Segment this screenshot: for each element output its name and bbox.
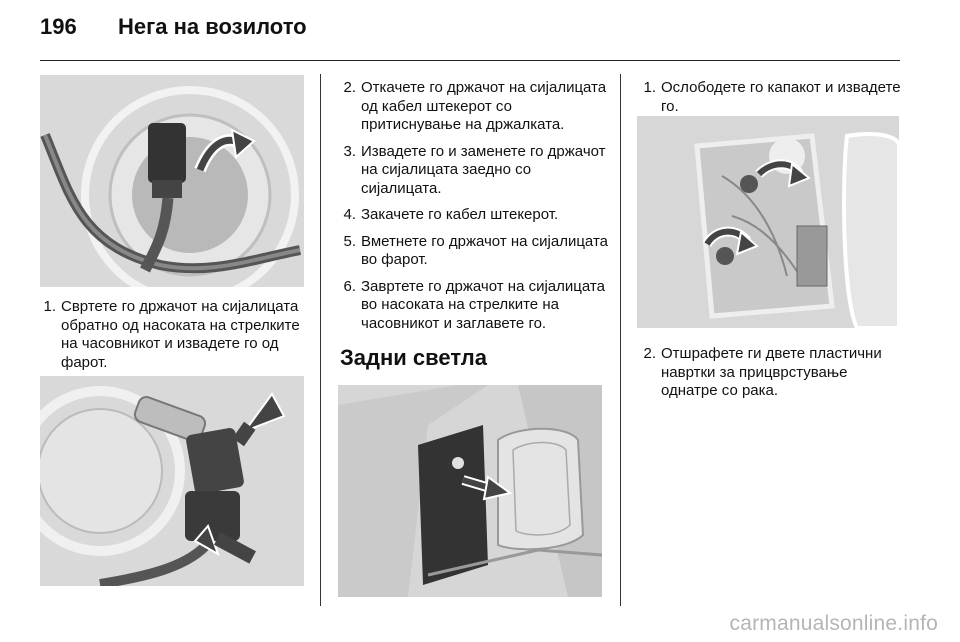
- column-divider-1: [320, 74, 321, 606]
- page-title: Нега на возилото: [118, 14, 307, 39]
- figure-holder-detach: [40, 376, 304, 586]
- headlamp-holder-rotate-illustration: [40, 75, 304, 287]
- left-steps-list: [40, 298, 310, 380]
- watermark: carmanualsonline.info: [729, 612, 938, 635]
- rear-lamp-nuts-illustration: [637, 116, 899, 328]
- list-item: 4. Закачете го кабел штекерот.: [343, 206, 559, 223]
- list-item: 1. Свртете го држачот на сијалицата обратно од насоката на стрелките на часовникот и извадете го од фарот.: [43, 298, 300, 371]
- right-steps-list-b: [640, 345, 908, 409]
- list-item: 3. Извадете го и заменете го држачот на сијалицата заедно со сијалицата.: [343, 142, 606, 197]
- section-title: Задни светла: [340, 345, 488, 370]
- list-item: 1. Ослободете го капакот и извадете го.: [643, 79, 901, 115]
- page-header: [40, 14, 307, 48]
- list-item: 2. Отшрафете ги двете пластични навртки за прицврстување однатре со рака.: [643, 345, 882, 399]
- holder-detach-illustration: [40, 376, 304, 586]
- page-number: 196: [40, 14, 77, 39]
- figure-headlamp-holder-rotate: [40, 75, 304, 287]
- middle-steps-list: [340, 79, 610, 341]
- list-item: 5. Вметнете го држачот на сијалицата во фарот.: [343, 232, 608, 268]
- column-divider-2: [620, 74, 621, 606]
- rear-cover-illustration: [338, 385, 602, 597]
- header-rule: [40, 60, 900, 61]
- figure-rear-cover: [338, 385, 602, 597]
- figure-rear-lamp-nuts: [637, 116, 899, 328]
- list-item: 6. Завртете го држачот на сијалицата во насоката на стрелките на часовникот и заглавете го.: [343, 277, 605, 332]
- list-item: 2. Откачете го држачот на сијалицата од кабел штекерот со притиснување на држалката.: [343, 79, 607, 133]
